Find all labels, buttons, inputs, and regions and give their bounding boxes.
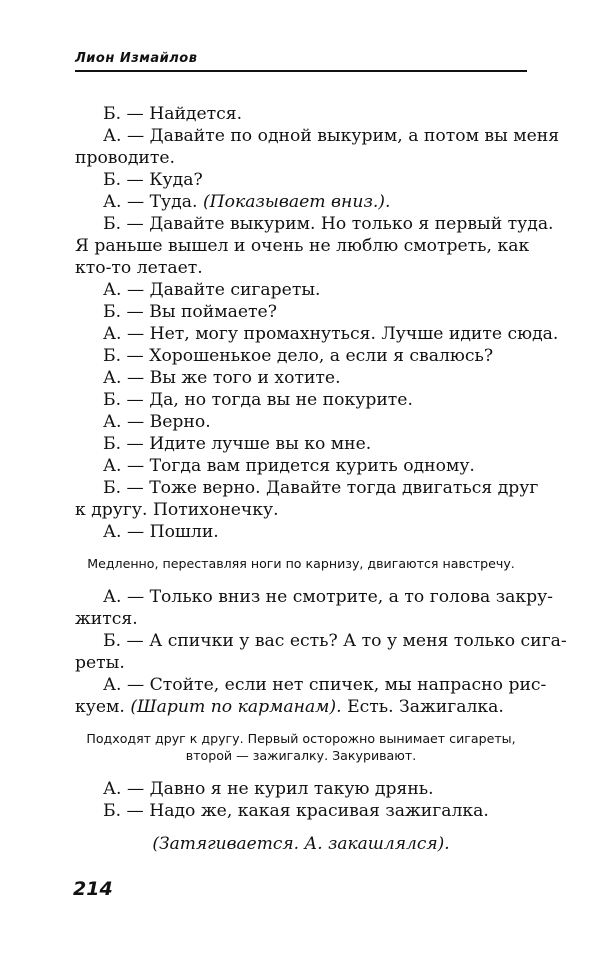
- stage-direction: Подходят друг к другу. Первый осторожно вынимает сигареты,: [86, 731, 516, 746]
- final-stage-direction: (Затягивается. А. закашлялся).: [152, 834, 450, 854]
- body-text: [75, 103, 567, 855]
- stage-direction-inline: (Показывает вниз.).: [202, 192, 391, 212]
- text-line: А. — Давно я не курил такую дрянь.: [103, 779, 434, 799]
- speech: А. — Туда.: [103, 192, 203, 212]
- text-line: А. — Давайте по одной выкурим, а потом вы меня: [103, 126, 560, 146]
- text-line: Б. — Найдется.: [103, 104, 243, 124]
- text-line: А. — Тогда вам придется курить одному.: [103, 456, 475, 476]
- text-line: Б. — Надо же, какая красивая зажигалка.: [103, 801, 489, 821]
- text-line: Б. — Вы поймаете?: [103, 302, 277, 322]
- text-line: Б. — А спички у вас есть? А то у меня только сига-: [103, 631, 567, 651]
- text-line: к другу. Потихонечку.: [75, 500, 279, 520]
- stage-direction-inline: (Шарит по карманам).: [130, 697, 342, 717]
- text-line: А. — Нет, могу промахнуться. Лучше идите сюда.: [103, 324, 559, 344]
- text-line: А. — Только вниз не смотрите, а то голова закру-: [103, 587, 553, 607]
- text-line: реты.: [75, 653, 125, 673]
- text-line: А. — Пошли.: [103, 522, 219, 542]
- page-number: 214: [73, 878, 113, 900]
- text-line: А. — Давайте сигареты.: [103, 280, 321, 300]
- text-line: А. — Стойте, если нет спичек, мы напрасно рис-: [103, 675, 547, 695]
- text-line: Б. — Давайте выкурим. Но только я первый туда.: [103, 214, 554, 234]
- text-line: [75, 191, 527, 213]
- running-head-author: Лион Измайлов: [75, 51, 198, 66]
- text-line: Б. — Да, но тогда вы не покурите.: [103, 390, 413, 410]
- text-line: проводите.: [75, 148, 176, 168]
- text-line: Б. — Тоже верно. Давайте тогда двигаться друг: [103, 478, 539, 498]
- text-line: А. — Верно.: [103, 412, 211, 432]
- text-line: кто-то летает.: [75, 258, 203, 278]
- speech: куем.: [75, 697, 131, 717]
- text-line: жится.: [75, 609, 138, 629]
- stage-direction: второй — зажигалку. Закуривают.: [185, 748, 417, 763]
- text-line: Б. — Идите лучше вы ко мне.: [103, 434, 372, 454]
- text-line: Я раньше вышел и очень не люблю смотреть, как: [75, 236, 530, 256]
- speech: Есть. Зажигалка.: [341, 697, 504, 717]
- text-line: А. — Вы же того и хотите.: [103, 368, 341, 388]
- stage-direction: Медленно, переставляя ноги по карнизу, двигаются навстречу.: [87, 556, 515, 571]
- text-line: [75, 696, 527, 718]
- running-head: [75, 50, 527, 72]
- text-line: Б. — Хорошенькое дело, а если я свалюсь?: [103, 346, 494, 366]
- text-line: Б. — Куда?: [103, 170, 203, 190]
